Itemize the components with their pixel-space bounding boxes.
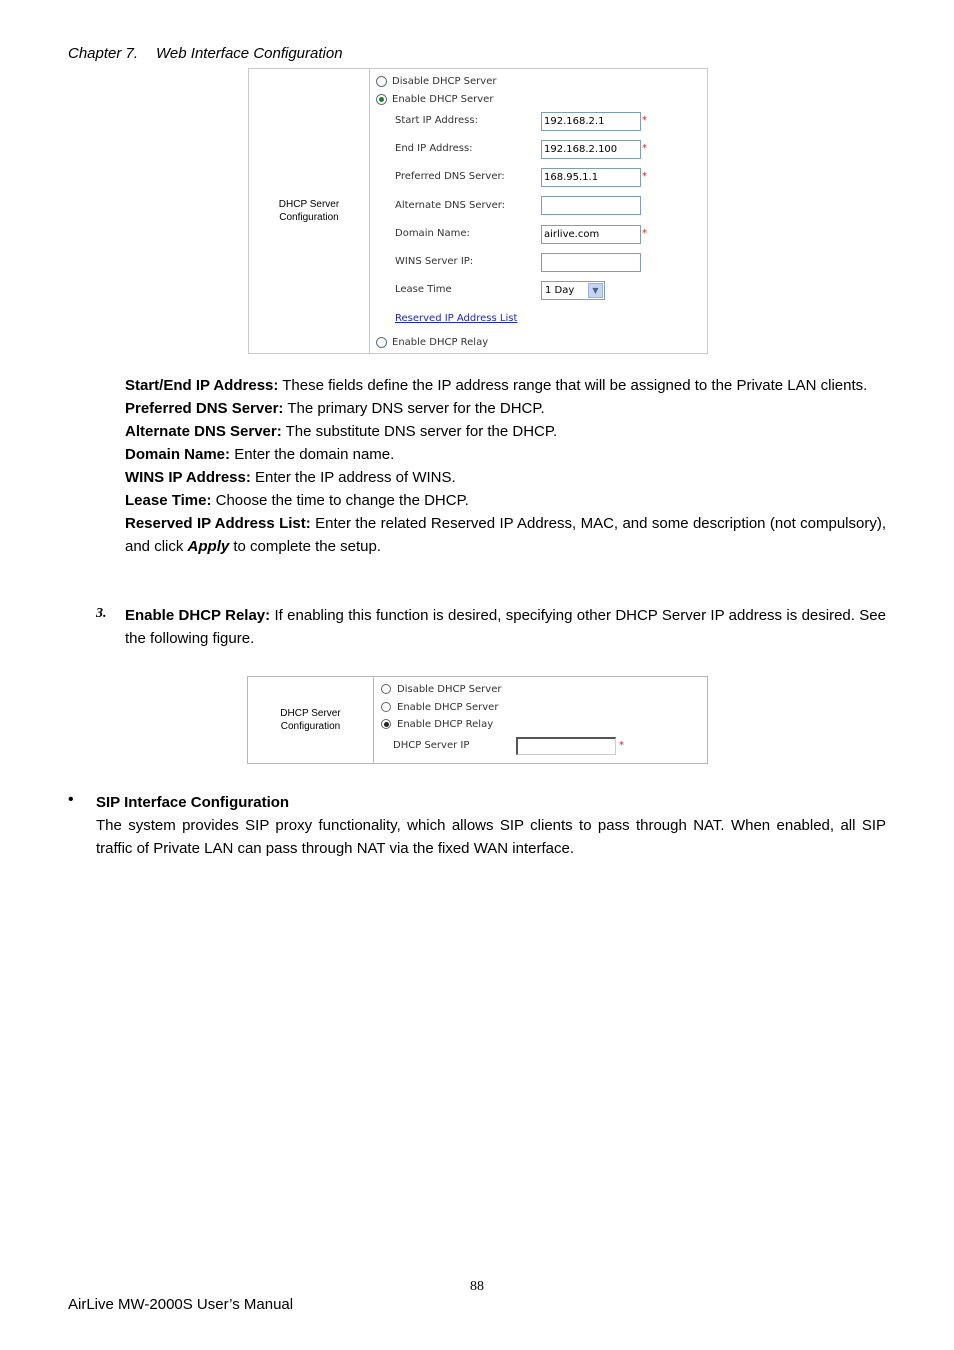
preferred-dns-label: Preferred DNS Server: [395,171,505,182]
panel-label [249,69,370,353]
step-number: 3. [96,606,107,621]
domain-name-required-mark: * [642,228,647,239]
desc-lease-time [125,489,886,512]
desc-lease-time-text: Choose the time to change the DHCP. [211,492,469,509]
sip-section [96,791,886,860]
page-number: 88 [470,1279,484,1294]
desc-alternate-dns [125,420,886,443]
reserved-ip-list-link[interactable]: Reserved IP Address List [395,313,518,324]
preferred-dns-required-mark: * [642,171,647,182]
panel2-label [248,677,374,763]
disable-dhcp-label: Disable DHCP Server [392,76,497,87]
panel2-label-line2: Configuration [280,721,341,732]
desc-domain-name [125,443,886,466]
lease-time-label: Lease Time [395,284,452,295]
desc-start-end-text: These fields define the IP address range that will be assigned to the Private LAN clients. [278,377,868,394]
panel2-label-line1: DHCP Server [280,708,341,719]
desc-reserved-tail: to complete the setup. [229,538,381,555]
p2-disable-dhcp-label: Disable DHCP Server [397,684,502,695]
dhcp-server-ip-required-mark: * [619,740,624,751]
enable-relay-label: Enable DHCP Relay [392,337,489,348]
p2-enable-dhcp-radio[interactable] [381,702,391,712]
end-ip-input[interactable]: 192.168.2.100 [541,140,641,159]
chapter-number: Chapter 7. [68,45,139,62]
desc-reserved-text: Enter the related Reserved IP Address, MAC, and some description (not compulsory), and click [125,515,886,555]
dhcp-config-panel [248,68,708,354]
desc-preferred-dns-text: The primary DNS server for the DHCP. [283,400,545,417]
start-ip-required-mark: * [642,115,647,126]
desc-wins-text: Enter the IP address of WINS. [250,469,456,486]
step3-paragraph [125,604,886,650]
chapter-title: Web Interface Configuration [156,45,343,62]
p2-enable-relay-label: Enable DHCP Relay [397,719,494,730]
desc-reserved [125,512,886,558]
sip-title: SIP Interface Configuration [96,794,290,811]
bullet-icon: • [68,791,74,808]
alternate-dns-input[interactable] [541,196,641,215]
preferred-dns-input[interactable]: 168.95.1.1 [541,168,641,187]
dhcp-server-ip-input[interactable] [516,737,616,755]
domain-name-label: Domain Name: [395,228,470,239]
step3-text: If enabling this function is desired, specifying other DHCP Server IP address is desired. See the following figure. [125,607,886,647]
field-descriptions [125,374,886,558]
chevron-down-icon[interactable]: ▼ [588,283,603,298]
chapter-header [68,45,343,62]
end-ip-required-mark: * [642,143,647,154]
enable-dhcp-label: Enable DHCP Server [392,94,494,105]
manual-title: AirLive MW-2000S User’s Manual [68,1296,294,1313]
desc-preferred-dns [125,397,886,420]
alternate-dns-label: Alternate DNS Server: [395,200,506,211]
desc-reserved-term: Reserved IP Address List: [125,515,311,532]
desc-alternate-dns-text: The substitute DNS server for the DHCP. [281,423,558,440]
enable-dhcp-radio[interactable] [376,94,387,105]
desc-domain-name-text: Enter the domain name. [230,446,395,463]
desc-lease-time-term: Lease Time: [125,492,212,509]
desc-domain-name-term: Domain Name: [125,446,231,463]
desc-start-end [125,374,886,397]
disable-dhcp-radio[interactable] [376,76,387,87]
dhcp-relay-panel [247,676,708,764]
p2-enable-dhcp-label: Enable DHCP Server [397,702,499,713]
desc-start-end-term: Start/End IP Address: [125,377,279,394]
start-ip-input[interactable]: 192.168.2.1 [541,112,641,131]
domain-name-input[interactable]: airlive.com [541,225,641,244]
lease-time-select[interactable] [541,281,605,300]
end-ip-label: End IP Address: [395,143,473,154]
p2-disable-dhcp-radio[interactable] [381,684,391,694]
step3-term: Enable DHCP Relay: [125,607,271,624]
lease-time-value: 1 Day [545,285,575,296]
start-ip-label: Start IP Address: [395,115,478,126]
wins-server-input[interactable] [541,253,641,272]
desc-apply-term: Apply [187,538,230,555]
dhcp-server-ip-label: DHCP Server IP [393,740,470,751]
desc-wins-term: WINS IP Address: [125,469,251,486]
panel-label-line1: DHCP Server [278,199,340,210]
wins-server-label: WINS Server IP: [395,256,474,267]
desc-wins [125,466,886,489]
enable-relay-radio[interactable] [376,337,387,348]
sip-text: The system provides SIP proxy functionality, which allows SIP clients to pass through NAT. When enabled, all SIP traffic of Private LAN can pass through NAT via the fixed WAN interface. [96,817,886,857]
p2-enable-relay-radio[interactable] [381,719,391,729]
panel-label-line2: Configuration [279,212,339,223]
desc-preferred-dns-term: Preferred DNS Server: [125,400,284,417]
desc-alternate-dns-term: Alternate DNS Server: [125,423,282,440]
